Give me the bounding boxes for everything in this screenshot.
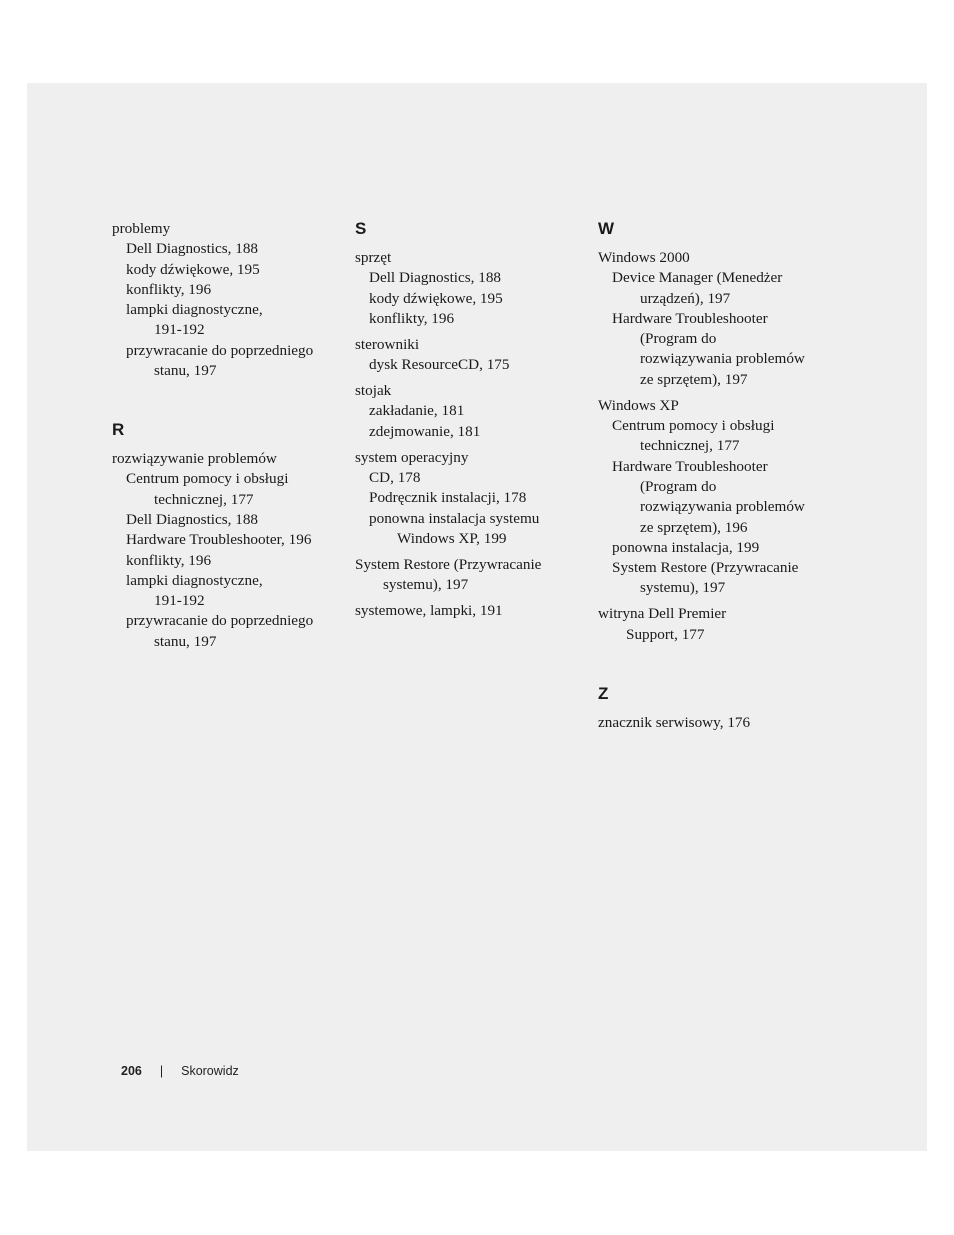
index-subentry: zakładanie, 181 — [369, 402, 465, 420]
index-entry-line: witryna Dell Premier — [598, 605, 727, 623]
index-entry-line: technicznej, 177 — [154, 490, 254, 508]
index-subentry: Hardware Troubleshooter — [612, 457, 768, 475]
index-subentry: konflikty, 196 — [126, 551, 212, 569]
index-subentry: konflikty, 196 — [369, 309, 455, 327]
index-entry-line: system operacyjny — [355, 448, 469, 466]
index-subentry: Dell Diagnostics, 188 — [126, 510, 259, 528]
index-entry — [112, 449, 347, 651]
index-subentry: Device Manager (Menedżer — [612, 269, 783, 287]
index-page — [27, 83, 927, 1151]
index-entry-line: Windows XP — [598, 396, 679, 414]
footer-separator: | — [159, 1064, 164, 1078]
index-entry-line: (Program do — [640, 477, 717, 495]
index-subentry: konflikty, 196 — [126, 280, 212, 298]
index-subentry: Dell Diagnostics, 188 — [126, 240, 259, 258]
index-subentry: Centrum pomocy i obsługi — [612, 417, 775, 435]
index-entry-line: stanu, 197 — [154, 362, 217, 380]
index-entry-line: Windows XP, 199 — [397, 529, 507, 547]
index-subentry: CD, 178 — [369, 469, 421, 487]
index-letter-heading: W — [598, 219, 615, 238]
index-column-1 — [112, 219, 347, 652]
index-entry-line: stojak — [355, 382, 392, 400]
index-subentry: zdejmowanie, 181 — [369, 422, 481, 440]
index-entry — [598, 604, 833, 643]
index-entry — [355, 335, 590, 374]
index-subentry: Centrum pomocy i obsługi — [126, 470, 289, 488]
index-entry-line: ze sprzętem), 197 — [640, 370, 748, 388]
index-entry — [598, 713, 833, 732]
index-letter-heading: R — [112, 420, 125, 440]
index-entry — [598, 396, 833, 598]
index-entry — [598, 248, 833, 389]
index-subentry: Hardware Troubleshooter, 196 — [126, 531, 312, 549]
index-entry-line: System Restore (Przywracanie — [355, 555, 542, 573]
section-title: Skorowidz — [181, 1064, 239, 1078]
index-entry-line: znacznik serwisowy, 176 — [598, 713, 751, 731]
index-entry-line: rozwiązywania problemów — [640, 498, 805, 516]
index-entry — [355, 381, 590, 441]
index-entry — [355, 555, 590, 594]
index-entry-line: 191-192 — [154, 592, 205, 610]
index-entry — [355, 448, 590, 548]
index-entry-line: sterowniki — [355, 335, 420, 353]
index-subentry: lampki diagnostyczne, — [126, 571, 263, 589]
index-entry-line: ze sprzętem), 196 — [640, 518, 748, 536]
index-entry-line: Support, 177 — [626, 625, 705, 643]
index-subentry: kody dźwiękowe, 195 — [126, 260, 260, 278]
index-column-3 — [598, 219, 833, 733]
index-entry-line: technicznej, 177 — [640, 437, 740, 455]
index-letter-heading: S — [355, 219, 367, 238]
index-entry-line: stanu, 197 — [154, 632, 217, 650]
index-subentry: lampki diagnostyczne, — [126, 301, 263, 319]
page-number: 206 — [121, 1064, 142, 1078]
index-entry-line: urządzeń), 197 — [640, 289, 731, 307]
index-entry-line: problemy — [112, 220, 171, 237]
index-subentry: Hardware Troubleshooter — [612, 309, 768, 327]
index-subentry: przywracanie do poprzedniego — [126, 612, 314, 630]
index-subentry: dysk ResourceCD, 175 — [369, 356, 510, 374]
index-entry-line: 191-192 — [154, 321, 205, 339]
index-entry-line: systemowe, lampki, 191 — [355, 602, 503, 620]
index-subentry: przywracanie do poprzedniego — [126, 341, 314, 359]
page-footer — [121, 1064, 239, 1078]
index-entry-line: sprzęt — [355, 249, 392, 266]
index-column-2 — [355, 219, 590, 622]
index-subentry: System Restore (Przywracanie — [612, 559, 799, 577]
index-subentry: Podręcznik instalacji, 178 — [369, 489, 527, 507]
index-entry-line: rozwiązywanie problemów — [112, 450, 277, 468]
index-entry — [355, 248, 590, 328]
index-subentry: ponowna instalacja systemu — [369, 509, 540, 527]
index-entry-line: systemu), 197 — [640, 579, 726, 597]
index-subentry: Dell Diagnostics, 188 — [369, 269, 502, 287]
index-subentry: kody dźwiękowe, 195 — [369, 289, 503, 307]
index-entry-line: rozwiązywania problemów — [640, 350, 805, 368]
index-entry-line: Windows 2000 — [598, 249, 690, 266]
index-entry — [355, 601, 590, 620]
index-entry — [112, 219, 347, 380]
index-subentry: ponowna instalacja, 199 — [612, 538, 760, 556]
index-entry-line: systemu), 197 — [383, 576, 469, 594]
index-entry-line: (Program do — [640, 330, 717, 348]
index-letter-heading: Z — [598, 683, 609, 703]
